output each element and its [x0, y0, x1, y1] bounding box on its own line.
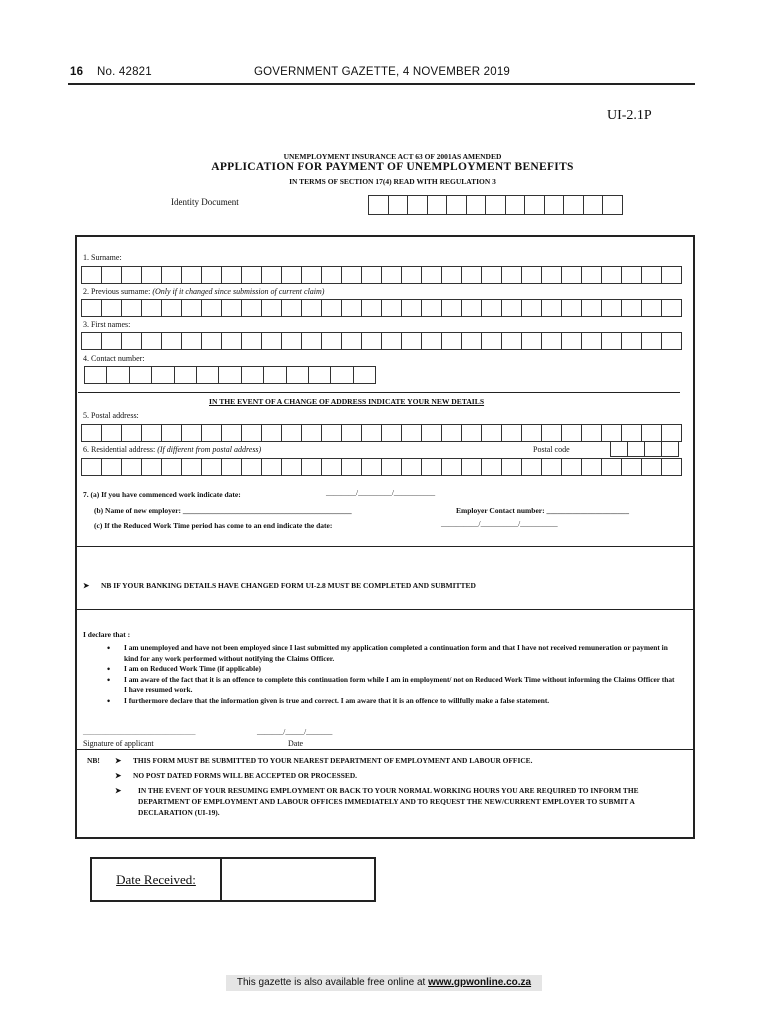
date-received-box	[90, 857, 376, 902]
input-box[interactable]	[342, 266, 362, 284]
input-box[interactable]	[622, 299, 642, 317]
input-box[interactable]	[462, 332, 482, 350]
input-box[interactable]	[362, 458, 382, 476]
signature-line[interactable]: ______________________________	[83, 727, 196, 736]
input-box[interactable]	[342, 458, 362, 476]
input-box[interactable]	[242, 299, 262, 317]
input-box[interactable]	[262, 299, 282, 317]
input-box[interactable]	[447, 195, 467, 215]
section-line: IN TERMS OF SECTION 17(4) READ WITH REGULATION 3	[289, 177, 496, 186]
contact-number-boxes[interactable]	[84, 366, 376, 384]
postal-code-label: Postal code	[533, 445, 570, 454]
input-box[interactable]	[382, 299, 402, 317]
input-box[interactable]	[645, 441, 662, 457]
input-box[interactable]	[82, 299, 102, 317]
arrow-icon: ➤	[83, 581, 90, 590]
input-box[interactable]	[642, 332, 662, 350]
input-box[interactable]	[122, 424, 142, 442]
input-box[interactable]	[642, 266, 662, 284]
input-box[interactable]	[402, 424, 422, 442]
input-box[interactable]	[122, 266, 142, 284]
input-box[interactable]	[152, 366, 174, 384]
input-box[interactable]	[331, 366, 353, 384]
footer-link[interactable]: www.gpwonline.co.za	[428, 977, 532, 988]
input-box[interactable]	[422, 299, 442, 317]
input-box[interactable]	[262, 332, 282, 350]
input-box[interactable]	[182, 424, 202, 442]
nb-label: NB!	[87, 756, 100, 765]
input-box[interactable]	[102, 424, 122, 442]
input-box[interactable]	[382, 266, 402, 284]
input-box[interactable]	[362, 266, 382, 284]
input-box[interactable]	[402, 458, 422, 476]
input-box[interactable]	[562, 424, 582, 442]
input-box[interactable]	[502, 299, 522, 317]
input-box[interactable]	[502, 458, 522, 476]
input-box[interactable]	[262, 266, 282, 284]
input-box[interactable]	[442, 266, 462, 284]
act-line: UNEMPLOYMENT INSURANCE ACT 63 OF 2001AS AMENDED	[283, 152, 502, 161]
input-box[interactable]	[402, 299, 422, 317]
input-box[interactable]	[502, 424, 522, 442]
input-box[interactable]	[219, 366, 241, 384]
input-box[interactable]	[545, 195, 565, 215]
postal-address-boxes[interactable]	[81, 424, 682, 442]
contact-number-label: 4. Contact number:	[83, 354, 145, 363]
input-box[interactable]	[182, 266, 202, 284]
date-received-label-cell	[92, 859, 222, 900]
input-box[interactable]	[642, 299, 662, 317]
input-box[interactable]	[322, 424, 342, 442]
input-box[interactable]	[428, 195, 448, 215]
input-box[interactable]	[562, 458, 582, 476]
postal-code-boxes[interactable]	[610, 441, 679, 457]
input-box[interactable]	[382, 332, 402, 350]
previous-surname-label: 2. Previous surname: (Only if it changed since submission of current claim)	[83, 287, 325, 296]
input-box[interactable]	[302, 458, 322, 476]
input-box[interactable]	[354, 366, 376, 384]
input-box[interactable]	[362, 299, 382, 317]
input-box[interactable]	[622, 266, 642, 284]
input-box[interactable]	[467, 195, 487, 215]
input-box[interactable]	[362, 332, 382, 350]
previous-surname-boxes[interactable]	[81, 299, 682, 317]
input-box[interactable]	[422, 458, 442, 476]
first-names-label: 3. First names:	[83, 320, 131, 329]
input-box[interactable]	[102, 299, 122, 317]
input-box[interactable]	[402, 266, 422, 284]
input-box[interactable]	[622, 332, 642, 350]
input-box[interactable]	[642, 424, 662, 442]
commenced-work-date[interactable]: ________/_________/___________	[326, 488, 436, 497]
input-box[interactable]	[302, 332, 322, 350]
issue-number: No. 42821	[97, 66, 152, 78]
input-box[interactable]	[242, 266, 262, 284]
input-box[interactable]	[282, 424, 302, 442]
nb-item: ➤ THIS FORM MUST BE SUBMITTED TO YOUR NEAREST DEPARTMENT OF EMPLOYMENT AND LABOUR OFFICE.	[115, 756, 533, 765]
input-box[interactable]	[282, 299, 302, 317]
input-box[interactable]	[422, 266, 442, 284]
input-box[interactable]	[602, 424, 622, 442]
input-box[interactable]	[402, 332, 422, 350]
input-box[interactable]	[162, 458, 182, 476]
input-box[interactable]	[342, 424, 362, 442]
input-box[interactable]	[309, 366, 331, 384]
divider	[78, 392, 680, 393]
input-box[interactable]	[582, 299, 602, 317]
form-title: APPLICATION FOR PAYMENT OF UNEMPLOYMENT BENEFITS	[211, 161, 574, 173]
footer-banner	[226, 975, 542, 991]
input-box[interactable]	[369, 195, 389, 215]
input-box[interactable]	[242, 424, 262, 442]
input-box[interactable]	[582, 458, 602, 476]
input-box[interactable]	[197, 366, 219, 384]
input-box[interactable]	[502, 332, 522, 350]
input-box[interactable]	[202, 299, 222, 317]
commenced-work-label: 7. (a) If you have commenced work indicate date:	[83, 490, 241, 499]
input-box[interactable]	[442, 299, 462, 317]
input-box[interactable]	[582, 332, 602, 350]
surname-boxes[interactable]	[81, 266, 682, 284]
input-box[interactable]	[603, 195, 623, 215]
input-box[interactable]	[282, 458, 302, 476]
input-box[interactable]	[584, 195, 604, 215]
input-box[interactable]	[130, 366, 152, 384]
input-box[interactable]	[662, 332, 682, 350]
input-box[interactable]	[102, 332, 122, 350]
header-rule	[68, 83, 695, 85]
input-box[interactable]	[142, 332, 162, 350]
declaration-item: • I am on Reduced Work Time (if applicable)	[98, 664, 678, 675]
input-box[interactable]	[482, 332, 502, 350]
input-box[interactable]	[242, 332, 262, 350]
input-box[interactable]	[82, 458, 102, 476]
residential-address-boxes[interactable]	[81, 458, 682, 476]
input-box[interactable]	[142, 424, 162, 442]
input-box[interactable]	[182, 458, 202, 476]
input-box[interactable]	[562, 266, 582, 284]
input-box[interactable]	[482, 424, 502, 442]
input-box[interactable]	[525, 195, 545, 215]
input-box[interactable]	[102, 266, 122, 284]
input-box[interactable]	[662, 299, 682, 317]
input-box[interactable]	[462, 266, 482, 284]
input-box[interactable]	[242, 366, 264, 384]
input-box[interactable]	[322, 332, 342, 350]
residential-address-label: 6. Residential address: (If different from postal address)	[83, 445, 262, 454]
input-box[interactable]	[422, 332, 442, 350]
input-box[interactable]	[162, 299, 182, 317]
input-box[interactable]	[502, 266, 522, 284]
input-box[interactable]	[562, 332, 582, 350]
input-box[interactable]	[562, 299, 582, 317]
input-box[interactable]	[202, 266, 222, 284]
input-box[interactable]	[302, 266, 322, 284]
banking-note: ➤ NB IF YOUR BANKING DETAILS HAVE CHANGED FORM UI-2.8 MUST BE COMPLETED AND SUBMITTED	[83, 581, 476, 590]
input-box[interactable]	[142, 458, 162, 476]
input-box[interactable]	[482, 458, 502, 476]
input-box[interactable]	[522, 332, 542, 350]
footer-text: This gazette is also available free online at	[236, 977, 429, 988]
input-box[interactable]	[611, 441, 628, 457]
date-line[interactable]: _______/_____/_______	[257, 727, 333, 736]
input-box[interactable]	[642, 458, 662, 476]
input-box[interactable]	[102, 458, 122, 476]
input-box[interactable]	[389, 195, 409, 215]
input-box[interactable]	[662, 458, 682, 476]
input-box[interactable]	[542, 424, 562, 442]
new-employer-label[interactable]: (b) Name of new employer: _____________________________________________	[94, 506, 352, 515]
date-label: Date	[288, 739, 304, 748]
input-box[interactable]	[602, 458, 622, 476]
input-box[interactable]	[142, 299, 162, 317]
input-box[interactable]	[222, 424, 242, 442]
input-box[interactable]	[542, 299, 562, 317]
change-address-heading: IN THE EVENT OF A CHANGE OF ADDRESS INDICATE YOUR NEW DETAILS	[209, 397, 485, 406]
input-box[interactable]	[522, 266, 542, 284]
input-box[interactable]	[482, 266, 502, 284]
input-box[interactable]	[322, 458, 342, 476]
input-box[interactable]	[522, 299, 542, 317]
input-box[interactable]	[262, 458, 282, 476]
input-box[interactable]	[222, 299, 242, 317]
input-box[interactable]	[222, 266, 242, 284]
input-box[interactable]	[442, 424, 462, 442]
reduced-time-label: (c) If the Reduced Work Time period has come to an end indicate the date:	[94, 521, 333, 530]
identity-number-boxes[interactable]	[368, 195, 623, 215]
input-box[interactable]	[602, 299, 622, 317]
surname-label: 1. Surname:	[83, 253, 122, 262]
input-box[interactable]	[542, 266, 562, 284]
reduced-time-date[interactable]: __________/__________/__________	[441, 519, 558, 528]
input-box[interactable]	[202, 332, 222, 350]
input-box[interactable]	[322, 299, 342, 317]
input-box[interactable]	[162, 332, 182, 350]
declaration-item: • I am unemployed and have not been employed since I last submitted my application completed a continuation form and that I have not received remuneration or payment in kind for any work performed without notifying the Claims Officer.	[98, 643, 678, 664]
declaration-item: • I furthermore declare that the information given is true and correct. I am aware that it is an offence to willfully make a false statement.	[98, 696, 678, 707]
input-box[interactable]	[202, 424, 222, 442]
input-box[interactable]	[506, 195, 526, 215]
form-code: UI-2.1P	[607, 108, 652, 123]
declaration-list	[98, 643, 678, 707]
input-box[interactable]	[262, 424, 282, 442]
page-number: 16	[70, 66, 84, 78]
declaration-intro: I declare that :	[83, 630, 131, 639]
input-box[interactable]	[122, 332, 142, 350]
input-box[interactable]	[564, 195, 584, 215]
signature-label: Signature of applicant	[83, 739, 154, 748]
divider	[76, 609, 693, 610]
input-box[interactable]	[462, 424, 482, 442]
input-box[interactable]	[622, 424, 642, 442]
postal-address-label: 5. Postal address:	[83, 411, 139, 420]
input-box[interactable]	[182, 332, 202, 350]
input-box[interactable]	[282, 332, 302, 350]
input-box[interactable]	[342, 332, 362, 350]
input-box[interactable]	[362, 424, 382, 442]
declaration-item: • I am aware of the fact that it is an offence to complete this continuation form while I am in employment/ not on Reduced Work Time without informing the Claims Officer that I have resumed work.	[98, 675, 678, 696]
arrow-icon: ➤	[115, 756, 122, 765]
date-received-label: Date Received:	[116, 871, 196, 887]
input-box[interactable]	[122, 458, 142, 476]
input-box[interactable]	[264, 366, 286, 384]
input-box[interactable]	[628, 441, 645, 457]
input-box[interactable]	[482, 299, 502, 317]
input-box[interactable]	[602, 332, 622, 350]
input-box[interactable]	[542, 332, 562, 350]
input-box[interactable]	[422, 424, 442, 442]
input-box[interactable]	[202, 458, 222, 476]
gazette-title: GOVERNMENT GAZETTE, 4 NOVEMBER 2019	[254, 66, 511, 78]
arrow-icon: ➤	[115, 771, 122, 780]
employer-contact-label[interactable]: Employer Contact number: ______________________	[456, 506, 629, 515]
input-box[interactable]	[162, 424, 182, 442]
input-box[interactable]	[522, 458, 542, 476]
input-box[interactable]	[382, 458, 402, 476]
input-box[interactable]	[408, 195, 428, 215]
input-box[interactable]	[302, 424, 322, 442]
input-box[interactable]	[222, 458, 242, 476]
arrow-icon: ➤	[115, 786, 122, 795]
input-box[interactable]	[82, 332, 102, 350]
input-box[interactable]	[342, 299, 362, 317]
input-box[interactable]	[175, 366, 197, 384]
divider	[76, 749, 693, 750]
input-box[interactable]	[162, 266, 182, 284]
input-box[interactable]	[662, 424, 682, 442]
input-box[interactable]	[442, 458, 462, 476]
input-box[interactable]	[242, 458, 262, 476]
input-box[interactable]	[107, 366, 129, 384]
input-box[interactable]	[622, 458, 642, 476]
input-box[interactable]	[462, 458, 482, 476]
input-box[interactable]	[486, 195, 506, 215]
divider	[76, 546, 693, 547]
input-box[interactable]	[542, 458, 562, 476]
input-box[interactable]	[662, 441, 679, 457]
input-box[interactable]	[382, 424, 402, 442]
input-box[interactable]	[282, 266, 302, 284]
identity-label: Identity Document	[171, 197, 239, 207]
input-box[interactable]	[142, 266, 162, 284]
date-received-input[interactable]	[222, 859, 374, 900]
input-box[interactable]	[582, 424, 602, 442]
input-box[interactable]	[522, 424, 542, 442]
input-box[interactable]	[182, 299, 202, 317]
nb-item: ➤ IN THE EVENT OF YOUR RESUMING EMPLOYMENT OR BACK TO YOUR NORMAL WORKING HOURS YOU ARE REQUIRED TO INFORM THE DEPARTMENT OF EMPLOYMENT AND LABOUR OFFICES IMMEDIATELY AND TO REQUEST THE NEW/CURRENT EMPLOYER TO SUBMIT A DECLARATION (UI-19).	[115, 786, 639, 817]
input-box[interactable]	[222, 332, 242, 350]
nb-item: ➤ NO POST DATED FORMS WILL BE ACCEPTED OR PROCESSED.	[115, 771, 358, 780]
input-box[interactable]	[287, 366, 309, 384]
input-box[interactable]	[462, 299, 482, 317]
input-box[interactable]	[82, 266, 102, 284]
input-box[interactable]	[662, 266, 682, 284]
input-box[interactable]	[85, 366, 107, 384]
input-box[interactable]	[582, 266, 602, 284]
input-box[interactable]	[442, 332, 462, 350]
input-box[interactable]	[322, 266, 342, 284]
input-box[interactable]	[122, 299, 142, 317]
input-box[interactable]	[602, 266, 622, 284]
input-box[interactable]	[82, 424, 102, 442]
first-names-boxes[interactable]	[81, 332, 682, 350]
input-box[interactable]	[302, 299, 322, 317]
